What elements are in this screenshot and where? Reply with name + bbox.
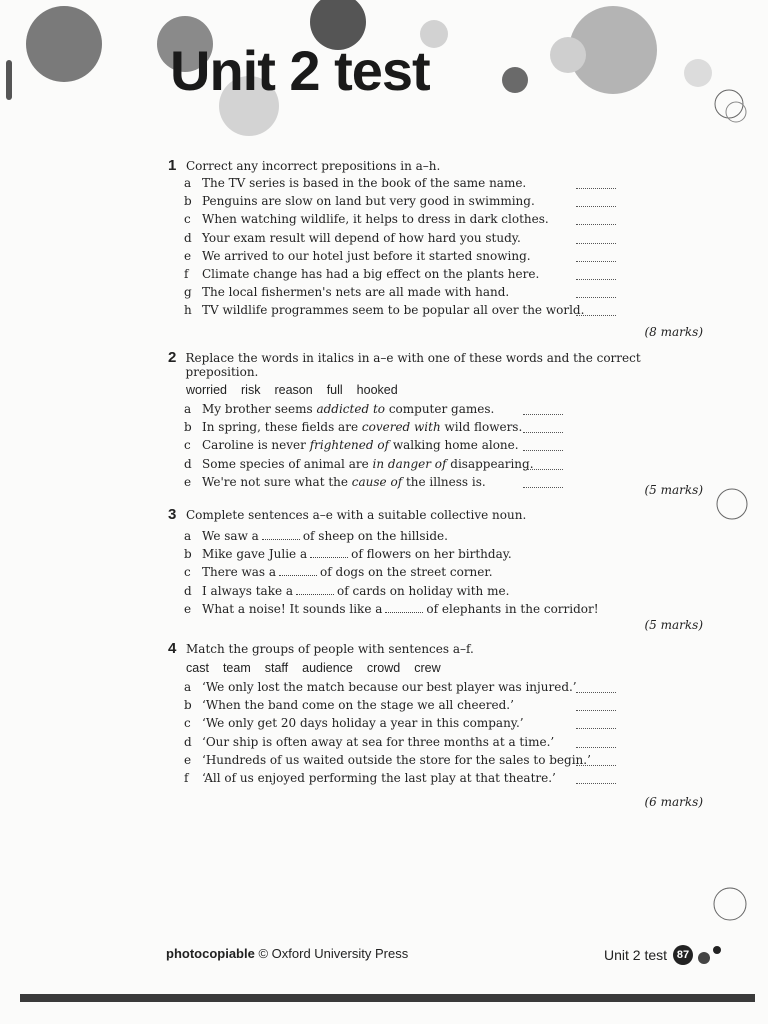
answer-line[interactable]: [576, 315, 616, 316]
item-letter: h: [184, 303, 192, 318]
item-text: Penguins are slow on land but very good in swimming.: [202, 194, 535, 209]
item-text: [202, 529, 448, 543]
text-before: Mike gave Julie a: [202, 547, 308, 562]
italic-phrase: frightened of: [309, 438, 390, 453]
item-letter: g: [184, 285, 192, 300]
text-before: Caroline is never: [202, 438, 310, 453]
item-letter: c: [184, 565, 191, 580]
text-after: wild flowers.: [440, 420, 523, 435]
list-item: [168, 602, 703, 620]
question-instruction: Correct any incorrect prepositions in a–h.: [186, 159, 441, 173]
text-before: In spring, these fields are: [202, 420, 362, 435]
question-instruction: Complete sentences a–e with a suitable collective noun.: [186, 508, 527, 522]
list-item: [168, 716, 703, 734]
answer-line[interactable]: [576, 224, 616, 225]
text-after: of flowers on her birthday.: [351, 547, 512, 562]
unit-label: Unit 2 test: [604, 947, 668, 963]
question-1: [168, 157, 703, 347]
item-text: ‘We only lost the match because our best player was injured.’: [202, 680, 577, 694]
text-before: We're not sure what the: [202, 474, 352, 489]
answer-line[interactable]: [576, 710, 616, 711]
list-item: [168, 698, 703, 716]
list-item: [168, 529, 703, 547]
text-before: There was a: [202, 565, 277, 580]
word-option: crowd: [366, 661, 401, 675]
question-number: 1: [168, 157, 177, 174]
item-letter: b: [184, 547, 192, 562]
text-after: computer games.: [385, 402, 495, 416]
item-letter: e: [184, 601, 192, 616]
item-text: The local fishermen's nets are all made with hand.: [202, 285, 510, 300]
answer-line[interactable]: [523, 414, 563, 415]
item-letter: c: [184, 716, 191, 731]
question-number: 4: [168, 640, 177, 657]
item-letter: e: [184, 248, 192, 263]
item-letter: e: [184, 752, 192, 767]
item-letter: a: [184, 176, 192, 190]
text-after: of cards on holiday with me.: [337, 583, 510, 598]
item-text: ‘Hundreds of us waited outside the store for the sales to begin.’: [202, 752, 591, 767]
item-letter: b: [184, 194, 192, 209]
list-item: [168, 249, 703, 267]
page-title: Unit 2 test: [170, 39, 430, 102]
list-item: [168, 420, 703, 438]
item-text: [202, 402, 494, 416]
item-text: Your exam result will depend of how hard you study.: [202, 230, 521, 245]
text-after: walking home alone.: [389, 438, 519, 453]
word-option: cast: [186, 661, 209, 675]
item-letter: f: [184, 266, 189, 281]
item-letter: a: [184, 529, 192, 543]
item-text: [202, 602, 599, 616]
question-instruction: Replace the words in italics in a–e with one of these words and the correct preposition.: [185, 351, 641, 379]
list-item: [168, 402, 703, 420]
item-text: [202, 457, 534, 471]
list-item: [168, 680, 703, 698]
text-after: of elephants in the corridor!: [426, 601, 599, 616]
item-letter: d: [184, 230, 192, 245]
photocopiable-label: photocopiable: [166, 946, 255, 961]
answer-line[interactable]: [576, 261, 616, 262]
text-before: We saw a: [202, 529, 259, 543]
answer-line[interactable]: [576, 728, 616, 729]
answer-line[interactable]: [576, 297, 616, 298]
question-number: 3: [168, 506, 177, 523]
text-after: the illness is.: [402, 474, 486, 489]
word-option: team: [222, 661, 251, 675]
item-letter: a: [184, 680, 192, 694]
question-2: [168, 349, 703, 499]
item-letter: b: [184, 698, 192, 713]
page-bottom-edge: [20, 994, 755, 1002]
item-text: We arrived to our hotel just before it started snowing.: [202, 248, 531, 263]
item-text: ‘Our ship is often away at sea for three months at a time.’: [202, 734, 555, 749]
answer-line[interactable]: [576, 765, 616, 766]
item-text: [202, 475, 486, 489]
answer-line[interactable]: [576, 279, 616, 280]
item-letter: f: [184, 770, 189, 785]
item-letter: c: [184, 212, 191, 227]
list-item: [168, 475, 703, 493]
italic-phrase: addicted to: [316, 402, 385, 416]
item-text: TV wildlife programmes seem to be popular all over the world.: [202, 303, 585, 318]
item-text: ‘All of us enjoyed performing the last play at that theatre.’: [202, 770, 556, 785]
answer-gap[interactable]: [296, 584, 334, 595]
item-text: [202, 438, 519, 452]
answer-gap[interactable]: [279, 565, 317, 576]
text-before: My brother seems: [202, 402, 317, 416]
item-letter: d: [184, 583, 192, 598]
answer-line[interactable]: [576, 692, 616, 693]
answer-gap[interactable]: [385, 602, 423, 613]
item-text: [202, 420, 522, 434]
text-after: of dogs on the street corner.: [320, 565, 493, 580]
text-before: I always take a: [202, 583, 294, 598]
item-letter: a: [184, 402, 192, 416]
marks: (6 marks): [644, 795, 703, 809]
list-item: [168, 438, 703, 456]
item-text: ‘We only get 20 days holiday a year in this company.’: [202, 716, 524, 731]
word-option: risk: [241, 383, 261, 397]
marks: (8 marks): [644, 325, 703, 339]
list-item: [168, 547, 703, 565]
question-4: [168, 640, 703, 820]
page-edge-mark: [6, 60, 12, 100]
footer-page: [604, 943, 725, 967]
list-item: [168, 176, 703, 194]
marks: (5 marks): [644, 618, 703, 632]
list-item: [168, 771, 703, 789]
item-letter: c: [184, 438, 191, 453]
item-text: ‘When the band come on the stage we all cheered.’: [202, 698, 514, 713]
decorative-rings: [708, 880, 752, 930]
list-item: [168, 584, 703, 602]
answer-line[interactable]: [576, 747, 616, 748]
list-item: [168, 565, 703, 583]
list-item: [168, 212, 703, 230]
question-3: [168, 506, 703, 636]
item-letter: d: [184, 456, 192, 471]
item-letter: e: [184, 474, 192, 489]
question-number: 2: [168, 349, 177, 366]
list-item: [168, 194, 703, 212]
text-after: disappearing.: [446, 456, 534, 471]
item-letter: d: [184, 734, 192, 749]
answer-line[interactable]: [576, 206, 616, 207]
list-item: [168, 285, 703, 303]
italic-phrase: covered with: [361, 420, 441, 435]
item-text: [202, 547, 512, 561]
item-text: When watching wildlife, it helps to dress in dark clothes.: [202, 212, 549, 227]
list-item: [168, 267, 703, 285]
answer-gap[interactable]: [310, 547, 348, 558]
marks: (5 marks): [644, 483, 703, 497]
word-option: reason: [274, 383, 313, 397]
word-option: staff: [264, 661, 289, 675]
word-box: [186, 661, 703, 675]
item-text: Climate change has had a big effect on the plants here.: [202, 266, 540, 281]
answer-line[interactable]: [576, 243, 616, 244]
item-text: [202, 584, 509, 598]
text-after: of sheep on the hillside.: [302, 529, 448, 543]
italic-phrase: cause of: [351, 474, 403, 489]
answer-line[interactable]: [523, 469, 563, 470]
list-item: [168, 753, 703, 771]
list-item: [168, 735, 703, 753]
word-option: hooked: [356, 383, 398, 397]
publisher: © Oxford University Press: [258, 946, 409, 961]
word-option: audience: [302, 661, 353, 675]
answer-line[interactable]: [523, 450, 563, 451]
answer-line[interactable]: [523, 487, 563, 488]
item-text: The TV series is based in the book of the same name.: [202, 176, 527, 190]
word-option: crew: [414, 661, 441, 675]
word-option: full: [326, 383, 343, 397]
word-box: [186, 383, 703, 397]
answer-line[interactable]: [523, 432, 563, 433]
list-item: [168, 303, 703, 321]
list-item: [168, 457, 703, 475]
list-item: [168, 231, 703, 249]
question-instruction: Match the groups of people with sentences a–f.: [186, 642, 474, 656]
decorative-rings: [712, 482, 752, 532]
item-text: [202, 565, 493, 579]
text-before: What a noise! It sounds like a: [202, 601, 383, 616]
item-letter: b: [184, 420, 192, 435]
answer-gap[interactable]: [262, 529, 300, 540]
text-before: Some species of animal are: [202, 456, 373, 471]
italic-phrase: in danger of: [372, 456, 447, 471]
word-option: worried: [186, 383, 227, 397]
answer-line[interactable]: [576, 188, 616, 189]
page-number: 87: [673, 945, 693, 965]
answer-line[interactable]: [576, 783, 616, 784]
footer-copyright: [166, 946, 408, 961]
decorative-dots: [695, 943, 725, 967]
